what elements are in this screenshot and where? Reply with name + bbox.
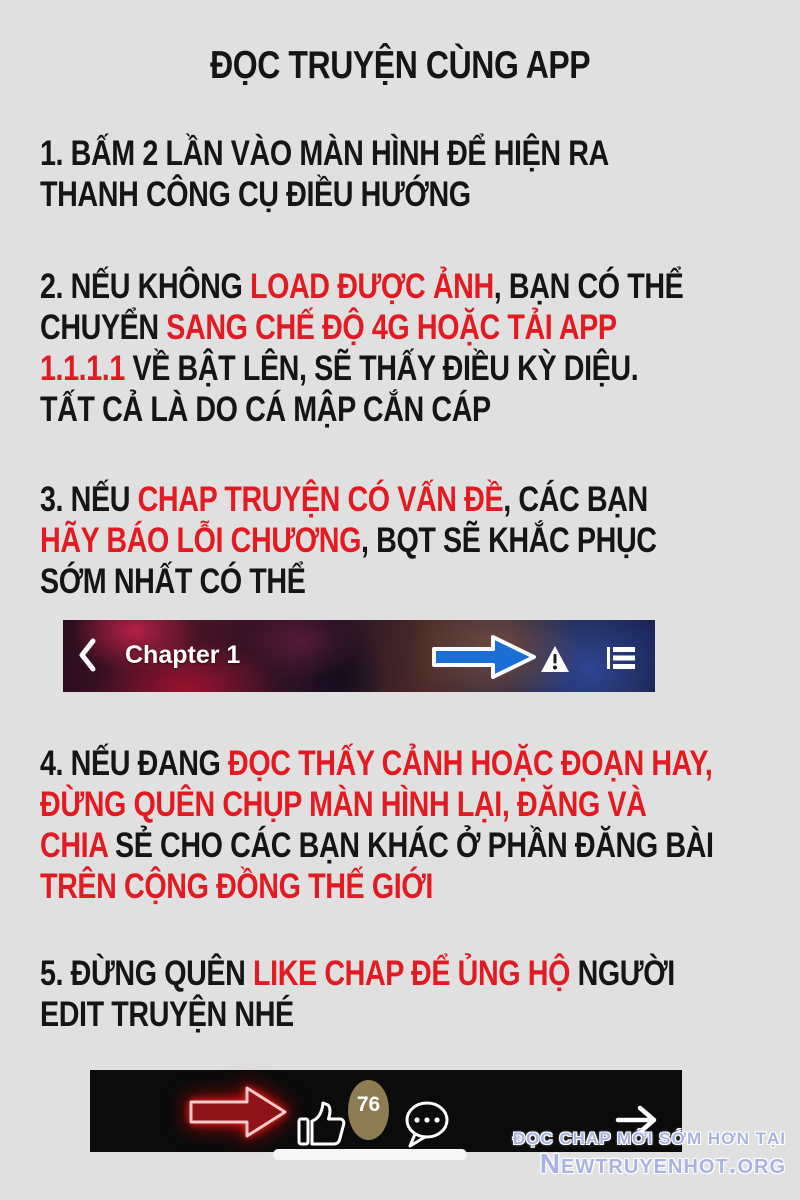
page-title: ĐỌC TRUYỆN CÙNG APP — [210, 44, 591, 87]
text-segment: NGƯỜI — [570, 954, 675, 993]
text-segment: 1. BẤM 2 LẦN VÀO MÀN HÌNH ĐỂ HIỆN RA — [40, 134, 609, 173]
text-segment: LOAD ĐƯỢC ẢNH — [249, 267, 494, 306]
text-segment: 2. NẾU KHÔNG — [40, 267, 250, 306]
text-segment — [509, 785, 517, 824]
instruction-3 — [40, 479, 794, 602]
text-segment: VỀ BẬT LÊN, SẼ THẤY ĐIỀU KỲ DIỆU. — [124, 349, 639, 388]
text-segment: EDIT TRUYỆN NHÉ — [40, 995, 294, 1034]
report-error-button[interactable] — [540, 645, 570, 673]
text-segment: SANG CHẾ ĐỘ 4G HOẶC TẢI APP — [166, 308, 617, 347]
text-segment: ĐỪNG QUÊN CHỤP MÀN HÌNH LẠI, — [40, 785, 510, 824]
red-arrow-right-icon — [186, 1082, 290, 1142]
blue-arrow-right-icon — [429, 632, 539, 682]
like-button[interactable] — [296, 1099, 346, 1146]
text-segment: LIKE CHAP ĐỂ ỦNG HỘ — [253, 954, 571, 993]
text-segment: CHAP TRUYỆN CÓ VẤN ĐỀ — [137, 480, 504, 519]
like-count-badge: 76 — [348, 1080, 389, 1140]
text-segment: CHIA — [40, 826, 108, 865]
chapter-list-button[interactable] — [607, 647, 635, 669]
chevron-left-icon — [77, 637, 97, 673]
text-segment: 1.1.1.1 — [40, 349, 125, 388]
instruction-4 — [40, 743, 794, 907]
text-segment: SỚM NHẤT CÓ THỂ — [40, 562, 306, 601]
watermark-tagline: ĐỌC CHAP MỚI SỚM HƠN TẠI — [512, 1129, 786, 1148]
watermark — [513, 1130, 786, 1179]
text-segment: , BQT SẼ KHẮC PHỤC — [361, 521, 657, 560]
thumbs-up-icon — [296, 1099, 346, 1146]
text-segment: TRÊN CỘNG ĐỒNG THẾ GIỚI — [40, 867, 433, 906]
back-button[interactable] — [77, 637, 97, 673]
text-segment: 4. NẾU ĐANG — [40, 744, 229, 783]
chapter-toolbar-image — [63, 620, 655, 692]
text-segment: , BẠN CÓ THỂ — [493, 267, 684, 306]
watermark-site-name: Newtruyenhot.org — [539, 1147, 786, 1179]
text-segment: SẺ CHO CÁC BẠN KHÁC Ở PHẦN ĐĂNG BÀI — [107, 826, 714, 865]
text-segment: 5. ĐỪNG QUÊN — [40, 954, 254, 993]
instruction-2 — [40, 266, 794, 430]
text-segment: ĐĂNG VÀ — [516, 785, 647, 824]
instruction-1 — [40, 133, 794, 215]
speech-bubble-icon — [402, 1101, 452, 1148]
text-segment: THANH CÔNG CỤ ĐIỀU HƯỚNG — [40, 175, 471, 214]
text-segment: , CÁC BẠN — [503, 480, 648, 519]
chapter-list-icon — [607, 647, 635, 669]
home-indicator — [273, 1149, 467, 1160]
warning-triangle-icon — [540, 645, 570, 673]
text-segment: ĐỌC THẤY CẢNH HOẶC ĐOẠN HAY, — [228, 744, 713, 783]
text-segment: HÃY BÁO LỖI CHƯƠNG — [40, 521, 362, 560]
instruction-5 — [40, 953, 794, 1035]
chapter-title: Chapter 1 — [125, 641, 241, 669]
comment-button[interactable] — [402, 1101, 452, 1148]
text-segment: TẤT CẢ LÀ DO CÁ MẬP CẮN CÁP — [40, 390, 491, 429]
text-segment: CHUYỂN — [40, 308, 167, 347]
text-segment: 3. NẾU — [40, 480, 138, 519]
